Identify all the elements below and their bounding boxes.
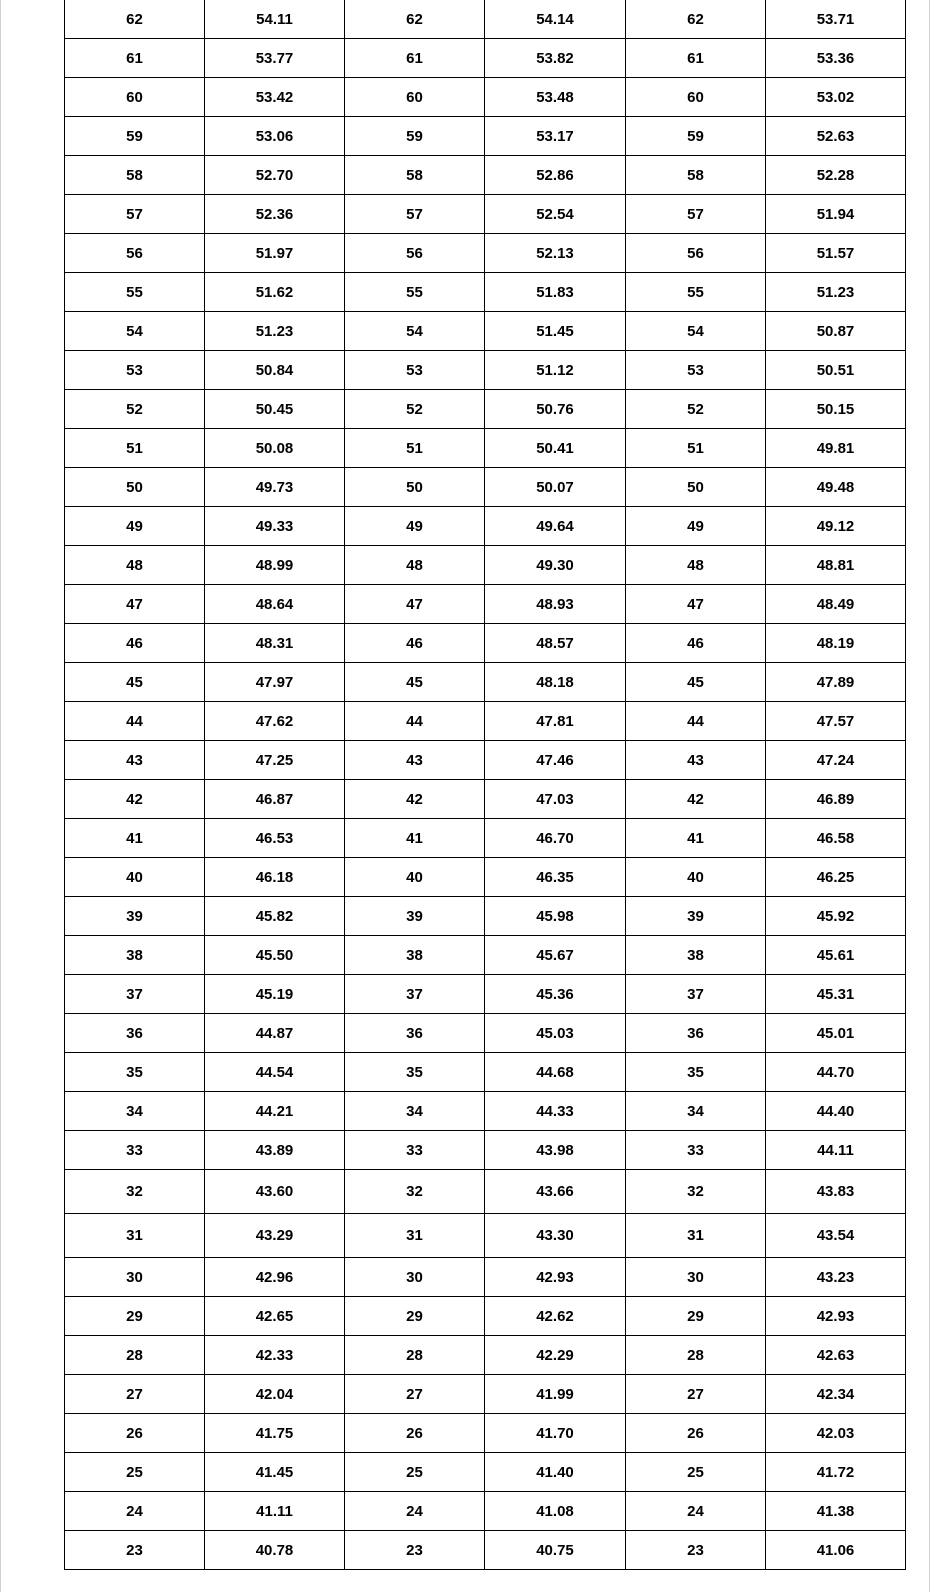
cell-score-b: 46 <box>345 624 485 663</box>
cell-value-c: 47.57 <box>766 702 906 741</box>
cell-value-b: 50.41 <box>485 429 626 468</box>
cell-value-a: 45.50 <box>205 936 345 975</box>
table-row <box>65 0 906 39</box>
cell-value-b: 49.30 <box>485 546 626 585</box>
cell-score-b: 41 <box>345 819 485 858</box>
cell-value-a: 40.78 <box>205 1531 345 1570</box>
cell-score-a: 54 <box>65 312 205 351</box>
cell-value-b: 41.70 <box>485 1414 626 1453</box>
cell-value-c: 53.71 <box>766 0 906 39</box>
table-row <box>65 1170 906 1214</box>
cell-value-b: 46.35 <box>485 858 626 897</box>
cell-score-a: 45 <box>65 663 205 702</box>
cell-value-b: 51.12 <box>485 351 626 390</box>
cell-score-b: 51 <box>345 429 485 468</box>
cell-score-a: 62 <box>65 0 205 39</box>
cell-value-c: 45.61 <box>766 936 906 975</box>
table-row <box>65 390 906 429</box>
cell-score-c: 31 <box>626 1214 766 1258</box>
cell-score-c: 44 <box>626 702 766 741</box>
cell-score-a: 27 <box>65 1375 205 1414</box>
cell-value-c: 45.01 <box>766 1014 906 1053</box>
cell-score-c: 43 <box>626 741 766 780</box>
cell-score-a: 59 <box>65 117 205 156</box>
cell-score-c: 62 <box>626 0 766 39</box>
table-row <box>65 624 906 663</box>
cell-score-b: 60 <box>345 78 485 117</box>
cell-value-c: 45.31 <box>766 975 906 1014</box>
table-row <box>65 429 906 468</box>
cell-score-a: 47 <box>65 585 205 624</box>
cell-value-a: 45.82 <box>205 897 345 936</box>
cell-value-a: 45.19 <box>205 975 345 1014</box>
cell-value-b: 49.64 <box>485 507 626 546</box>
cell-score-b: 40 <box>345 858 485 897</box>
table-row <box>65 819 906 858</box>
cell-value-c: 42.63 <box>766 1336 906 1375</box>
cell-score-a: 57 <box>65 195 205 234</box>
table-row <box>65 1258 906 1297</box>
table-row <box>65 780 906 819</box>
cell-value-b: 48.93 <box>485 585 626 624</box>
cell-value-b: 53.82 <box>485 39 626 78</box>
cell-value-c: 53.36 <box>766 39 906 78</box>
cell-value-b: 52.86 <box>485 156 626 195</box>
cell-score-a: 50 <box>65 468 205 507</box>
table-row <box>65 156 906 195</box>
cell-score-c: 40 <box>626 858 766 897</box>
cell-value-b: 45.36 <box>485 975 626 1014</box>
cell-score-b: 50 <box>345 468 485 507</box>
cell-value-a: 49.33 <box>205 507 345 546</box>
cell-value-b: 44.68 <box>485 1053 626 1092</box>
table-row <box>65 234 906 273</box>
cell-value-a: 43.29 <box>205 1214 345 1258</box>
cell-score-a: 26 <box>65 1414 205 1453</box>
cell-value-b: 46.70 <box>485 819 626 858</box>
cell-value-a: 42.96 <box>205 1258 345 1297</box>
cell-score-a: 43 <box>65 741 205 780</box>
cell-score-b: 55 <box>345 273 485 312</box>
cell-score-c: 46 <box>626 624 766 663</box>
score-table <box>64 0 906 1570</box>
cell-score-b: 61 <box>345 39 485 78</box>
table-row <box>65 1297 906 1336</box>
cell-score-a: 39 <box>65 897 205 936</box>
cell-value-c: 44.11 <box>766 1131 906 1170</box>
cell-value-b: 43.30 <box>485 1214 626 1258</box>
cell-score-c: 25 <box>626 1453 766 1492</box>
cell-score-a: 28 <box>65 1336 205 1375</box>
table-row <box>65 468 906 507</box>
cell-value-b: 42.29 <box>485 1336 626 1375</box>
cell-score-a: 56 <box>65 234 205 273</box>
cell-value-b: 47.81 <box>485 702 626 741</box>
table-row <box>65 546 906 585</box>
cell-score-b: 35 <box>345 1053 485 1092</box>
table-row <box>65 507 906 546</box>
cell-value-b: 41.40 <box>485 1453 626 1492</box>
cell-score-a: 60 <box>65 78 205 117</box>
cell-value-c: 48.49 <box>766 585 906 624</box>
table-row <box>65 897 906 936</box>
cell-value-a: 53.42 <box>205 78 345 117</box>
cell-value-b: 45.03 <box>485 1014 626 1053</box>
cell-value-a: 51.97 <box>205 234 345 273</box>
cell-score-b: 59 <box>345 117 485 156</box>
cell-value-c: 42.93 <box>766 1297 906 1336</box>
cell-score-a: 58 <box>65 156 205 195</box>
cell-value-b: 42.93 <box>485 1258 626 1297</box>
cell-score-c: 29 <box>626 1297 766 1336</box>
cell-score-b: 32 <box>345 1170 485 1214</box>
cell-value-a: 48.99 <box>205 546 345 585</box>
cell-score-c: 32 <box>626 1170 766 1214</box>
cell-value-b: 45.98 <box>485 897 626 936</box>
cell-value-b: 43.66 <box>485 1170 626 1214</box>
table-row <box>65 936 906 975</box>
cell-score-c: 50 <box>626 468 766 507</box>
cell-score-c: 53 <box>626 351 766 390</box>
cell-value-c: 46.58 <box>766 819 906 858</box>
table-row <box>65 975 906 1014</box>
cell-value-c: 49.81 <box>766 429 906 468</box>
cell-score-b: 29 <box>345 1297 485 1336</box>
cell-score-c: 39 <box>626 897 766 936</box>
cell-value-a: 44.54 <box>205 1053 345 1092</box>
cell-score-a: 23 <box>65 1531 205 1570</box>
cell-value-c: 44.70 <box>766 1053 906 1092</box>
cell-score-b: 52 <box>345 390 485 429</box>
cell-value-c: 42.34 <box>766 1375 906 1414</box>
cell-score-a: 42 <box>65 780 205 819</box>
cell-score-c: 47 <box>626 585 766 624</box>
cell-score-a: 49 <box>65 507 205 546</box>
cell-score-b: 37 <box>345 975 485 1014</box>
cell-score-b: 48 <box>345 546 485 585</box>
cell-score-b: 44 <box>345 702 485 741</box>
cell-score-c: 61 <box>626 39 766 78</box>
cell-value-b: 48.18 <box>485 663 626 702</box>
cell-score-b: 57 <box>345 195 485 234</box>
cell-value-b: 42.62 <box>485 1297 626 1336</box>
cell-value-a: 48.31 <box>205 624 345 663</box>
table-row <box>65 117 906 156</box>
cell-score-b: 27 <box>345 1375 485 1414</box>
cell-value-b: 54.14 <box>485 0 626 39</box>
cell-value-c: 50.87 <box>766 312 906 351</box>
cell-score-c: 58 <box>626 156 766 195</box>
cell-value-c: 49.12 <box>766 507 906 546</box>
cell-score-c: 35 <box>626 1053 766 1092</box>
cell-value-c: 46.89 <box>766 780 906 819</box>
cell-score-a: 40 <box>65 858 205 897</box>
cell-score-a: 25 <box>65 1453 205 1492</box>
cell-score-b: 58 <box>345 156 485 195</box>
cell-score-b: 23 <box>345 1531 485 1570</box>
cell-score-a: 32 <box>65 1170 205 1214</box>
score-table-body <box>65 0 906 1570</box>
cell-value-a: 54.11 <box>205 0 345 39</box>
table-row <box>65 1336 906 1375</box>
cell-score-a: 36 <box>65 1014 205 1053</box>
cell-score-b: 31 <box>345 1214 485 1258</box>
cell-score-a: 41 <box>65 819 205 858</box>
cell-score-c: 51 <box>626 429 766 468</box>
cell-value-c: 46.25 <box>766 858 906 897</box>
table-row <box>65 351 906 390</box>
cell-value-c: 41.72 <box>766 1453 906 1492</box>
table-row <box>65 39 906 78</box>
cell-score-a: 35 <box>65 1053 205 1092</box>
cell-value-c: 43.23 <box>766 1258 906 1297</box>
table-row <box>65 1492 906 1531</box>
cell-score-a: 37 <box>65 975 205 1014</box>
table-row <box>65 702 906 741</box>
cell-score-c: 30 <box>626 1258 766 1297</box>
cell-score-b: 62 <box>345 0 485 39</box>
cell-value-a: 49.73 <box>205 468 345 507</box>
cell-value-b: 53.48 <box>485 78 626 117</box>
table-row <box>65 1014 906 1053</box>
cell-score-c: 41 <box>626 819 766 858</box>
cell-score-c: 28 <box>626 1336 766 1375</box>
cell-score-b: 47 <box>345 585 485 624</box>
cell-score-c: 24 <box>626 1492 766 1531</box>
cell-value-a: 46.18 <box>205 858 345 897</box>
table-row <box>65 312 906 351</box>
cell-value-c: 52.28 <box>766 156 906 195</box>
cell-value-c: 47.24 <box>766 741 906 780</box>
cell-score-c: 38 <box>626 936 766 975</box>
cell-value-c: 43.83 <box>766 1170 906 1214</box>
cell-score-c: 57 <box>626 195 766 234</box>
cell-score-c: 48 <box>626 546 766 585</box>
cell-value-a: 47.25 <box>205 741 345 780</box>
cell-score-c: 49 <box>626 507 766 546</box>
cell-score-c: 52 <box>626 390 766 429</box>
cell-score-b: 36 <box>345 1014 485 1053</box>
cell-score-b: 53 <box>345 351 485 390</box>
cell-value-a: 53.06 <box>205 117 345 156</box>
cell-score-c: 45 <box>626 663 766 702</box>
cell-score-c: 56 <box>626 234 766 273</box>
cell-value-a: 41.45 <box>205 1453 345 1492</box>
page-edge-right <box>929 0 930 1592</box>
cell-value-a: 41.75 <box>205 1414 345 1453</box>
cell-score-c: 59 <box>626 117 766 156</box>
cell-value-a: 47.62 <box>205 702 345 741</box>
cell-score-a: 33 <box>65 1131 205 1170</box>
cell-score-b: 25 <box>345 1453 485 1492</box>
table-row <box>65 741 906 780</box>
cell-value-a: 51.62 <box>205 273 345 312</box>
cell-value-b: 47.03 <box>485 780 626 819</box>
cell-value-a: 41.11 <box>205 1492 345 1531</box>
cell-value-c: 41.38 <box>766 1492 906 1531</box>
cell-score-a: 61 <box>65 39 205 78</box>
table-row <box>65 273 906 312</box>
cell-score-a: 48 <box>65 546 205 585</box>
cell-value-a: 47.97 <box>205 663 345 702</box>
cell-value-c: 47.89 <box>766 663 906 702</box>
cell-score-b: 33 <box>345 1131 485 1170</box>
cell-value-a: 46.53 <box>205 819 345 858</box>
cell-value-c: 43.54 <box>766 1214 906 1258</box>
cell-score-b: 26 <box>345 1414 485 1453</box>
cell-value-c: 51.94 <box>766 195 906 234</box>
cell-value-b: 41.99 <box>485 1375 626 1414</box>
cell-score-c: 36 <box>626 1014 766 1053</box>
cell-score-b: 56 <box>345 234 485 273</box>
cell-score-c: 42 <box>626 780 766 819</box>
cell-value-b: 53.17 <box>485 117 626 156</box>
cell-value-a: 52.70 <box>205 156 345 195</box>
cell-score-b: 49 <box>345 507 485 546</box>
table-row <box>65 1214 906 1258</box>
cell-score-c: 27 <box>626 1375 766 1414</box>
cell-value-b: 44.33 <box>485 1092 626 1131</box>
cell-score-a: 46 <box>65 624 205 663</box>
cell-value-b: 45.67 <box>485 936 626 975</box>
cell-value-a: 48.64 <box>205 585 345 624</box>
cell-score-b: 24 <box>345 1492 485 1531</box>
cell-score-b: 34 <box>345 1092 485 1131</box>
cell-score-b: 43 <box>345 741 485 780</box>
cell-score-c: 23 <box>626 1531 766 1570</box>
cell-score-c: 37 <box>626 975 766 1014</box>
cell-score-b: 42 <box>345 780 485 819</box>
cell-value-c: 51.57 <box>766 234 906 273</box>
cell-score-a: 52 <box>65 390 205 429</box>
cell-value-a: 46.87 <box>205 780 345 819</box>
cell-value-c: 53.02 <box>766 78 906 117</box>
cell-score-b: 28 <box>345 1336 485 1375</box>
cell-value-c: 52.63 <box>766 117 906 156</box>
cell-value-a: 43.89 <box>205 1131 345 1170</box>
cell-value-c: 50.15 <box>766 390 906 429</box>
cell-score-a: 29 <box>65 1297 205 1336</box>
cell-value-b: 47.46 <box>485 741 626 780</box>
cell-value-b: 48.57 <box>485 624 626 663</box>
cell-score-c: 26 <box>626 1414 766 1453</box>
table-row <box>65 195 906 234</box>
cell-score-b: 39 <box>345 897 485 936</box>
cell-score-a: 24 <box>65 1492 205 1531</box>
table-row <box>65 78 906 117</box>
table-row <box>65 1092 906 1131</box>
cell-value-c: 41.06 <box>766 1531 906 1570</box>
cell-score-a: 51 <box>65 429 205 468</box>
cell-value-a: 53.77 <box>205 39 345 78</box>
cell-value-c: 45.92 <box>766 897 906 936</box>
cell-value-b: 43.98 <box>485 1131 626 1170</box>
table-row <box>65 1453 906 1492</box>
cell-score-a: 38 <box>65 936 205 975</box>
cell-value-a: 51.23 <box>205 312 345 351</box>
cell-value-b: 41.08 <box>485 1492 626 1531</box>
table-row <box>65 585 906 624</box>
table-row <box>65 1531 906 1570</box>
cell-value-c: 48.19 <box>766 624 906 663</box>
cell-value-a: 44.21 <box>205 1092 345 1131</box>
table-row <box>65 1131 906 1170</box>
cell-value-c: 48.81 <box>766 546 906 585</box>
cell-score-c: 54 <box>626 312 766 351</box>
cell-value-b: 50.76 <box>485 390 626 429</box>
cell-score-c: 34 <box>626 1092 766 1131</box>
page-edge-left <box>0 0 1 1592</box>
cell-value-b: 50.07 <box>485 468 626 507</box>
cell-value-c: 50.51 <box>766 351 906 390</box>
cell-value-b: 40.75 <box>485 1531 626 1570</box>
cell-value-c: 49.48 <box>766 468 906 507</box>
cell-value-a: 42.65 <box>205 1297 345 1336</box>
cell-score-c: 60 <box>626 78 766 117</box>
cell-value-a: 43.60 <box>205 1170 345 1214</box>
cell-value-a: 42.33 <box>205 1336 345 1375</box>
cell-value-b: 52.13 <box>485 234 626 273</box>
cell-value-a: 50.45 <box>205 390 345 429</box>
cell-score-a: 55 <box>65 273 205 312</box>
cell-value-c: 51.23 <box>766 273 906 312</box>
cell-score-b: 54 <box>345 312 485 351</box>
cell-score-c: 33 <box>626 1131 766 1170</box>
cell-value-c: 42.03 <box>766 1414 906 1453</box>
table-row <box>65 663 906 702</box>
cell-value-b: 51.83 <box>485 273 626 312</box>
cell-score-a: 53 <box>65 351 205 390</box>
cell-value-b: 52.54 <box>485 195 626 234</box>
table-row <box>65 858 906 897</box>
cell-score-a: 31 <box>65 1214 205 1258</box>
cell-value-a: 44.87 <box>205 1014 345 1053</box>
cell-score-a: 44 <box>65 702 205 741</box>
table-row <box>65 1053 906 1092</box>
cell-score-a: 34 <box>65 1092 205 1131</box>
cell-value-c: 44.40 <box>766 1092 906 1131</box>
cell-score-c: 55 <box>626 273 766 312</box>
cell-score-b: 30 <box>345 1258 485 1297</box>
cell-value-a: 42.04 <box>205 1375 345 1414</box>
cell-score-a: 30 <box>65 1258 205 1297</box>
cell-value-a: 50.08 <box>205 429 345 468</box>
cell-value-b: 51.45 <box>485 312 626 351</box>
cell-score-b: 38 <box>345 936 485 975</box>
cell-value-a: 52.36 <box>205 195 345 234</box>
cell-score-b: 45 <box>345 663 485 702</box>
cell-value-a: 50.84 <box>205 351 345 390</box>
table-row <box>65 1375 906 1414</box>
table-row <box>65 1414 906 1453</box>
